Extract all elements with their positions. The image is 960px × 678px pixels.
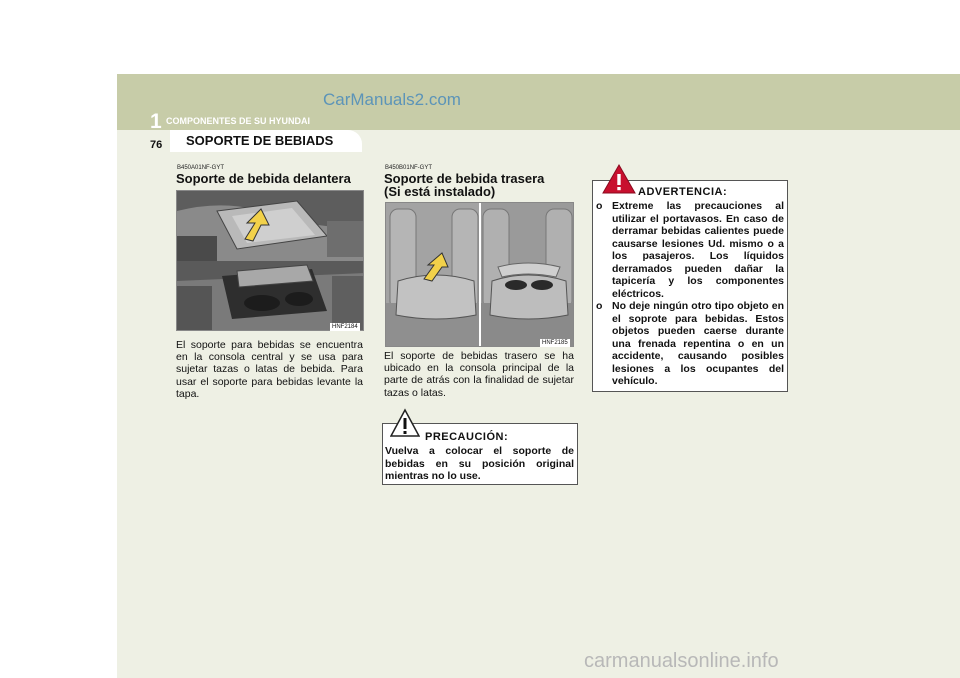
rear-cupholder-photo: [385, 202, 574, 347]
front-cupholder-illustration: [177, 191, 364, 331]
rear-photo-code: HNF2185: [542, 340, 568, 346]
rear-cupholder-illustration: [386, 203, 574, 347]
front-photo-code: HNF2184: [332, 324, 358, 330]
warning-title: ADVERTENCIA:: [638, 186, 728, 198]
page-number: 76: [150, 139, 163, 151]
warning-item: [596, 200, 784, 300]
front-section-title: Soporte de bebida delantera: [176, 171, 351, 186]
watermark[interactable]: CarManuals2.com: [323, 90, 461, 109]
front-description: El soporte para bebidas se encuentra en la consola central y se usa para sujetar tazas o latas de bebida. Para usar el soporte para bebidas levante la tapa.: [176, 339, 363, 400]
warning-item-bullet: o: [596, 300, 603, 312]
warning-item-text: No deje ningún otro tipo objeto en el soprote para bebidas. Estos objetos pueden caerse durante una frenada repentina o en un accidente, causando posibles lesiones a los ocupantes del vehículo.: [612, 300, 784, 387]
caution-text: Vuelva a colocar el soporte de bebidas en su posición original mientras no lo use.: [385, 445, 574, 482]
front-section-code: B450A01NF-GYT: [177, 165, 225, 171]
chapter-number: 1: [150, 110, 162, 133]
rear-section-code: B450B01NF-GYT: [385, 165, 433, 171]
warning-item-bullet: o: [596, 200, 603, 212]
caution-warning-icon: [390, 408, 420, 438]
warning-list: [596, 200, 784, 388]
warning-item: [596, 300, 784, 388]
advertencia-warning-icon: [602, 163, 636, 195]
footer-watermark[interactable]: carmanualsonline.info: [584, 650, 779, 672]
front-cupholder-photo: [176, 190, 364, 331]
caution-title: PRECAUCIÓN:: [425, 431, 509, 443]
rear-section-title-line2: (Si está instalado): [384, 184, 496, 199]
rear-description: El soporte de bebidas trasero se ha ubicado en la consola principal de la parte de atrás con la finalidad de sujetar tazas o latas.: [384, 350, 574, 399]
rear-section-title-line1: Soporte de bebida trasera: [384, 171, 545, 186]
chapter-title: COMPONENTES DE SU HYUNDAI: [166, 116, 311, 126]
warning-item-text: Extreme las precauciones al utilizar el portavasos. En caso de derramar bebidas calientes puede causarse lesiones Ud. mismo o a los pasajeros. Los líquidos derramados pueden dañar la tapicería y los componentes eléctricos.: [612, 200, 784, 300]
section-title: SOPORTE DE BEBIADS: [186, 133, 334, 148]
